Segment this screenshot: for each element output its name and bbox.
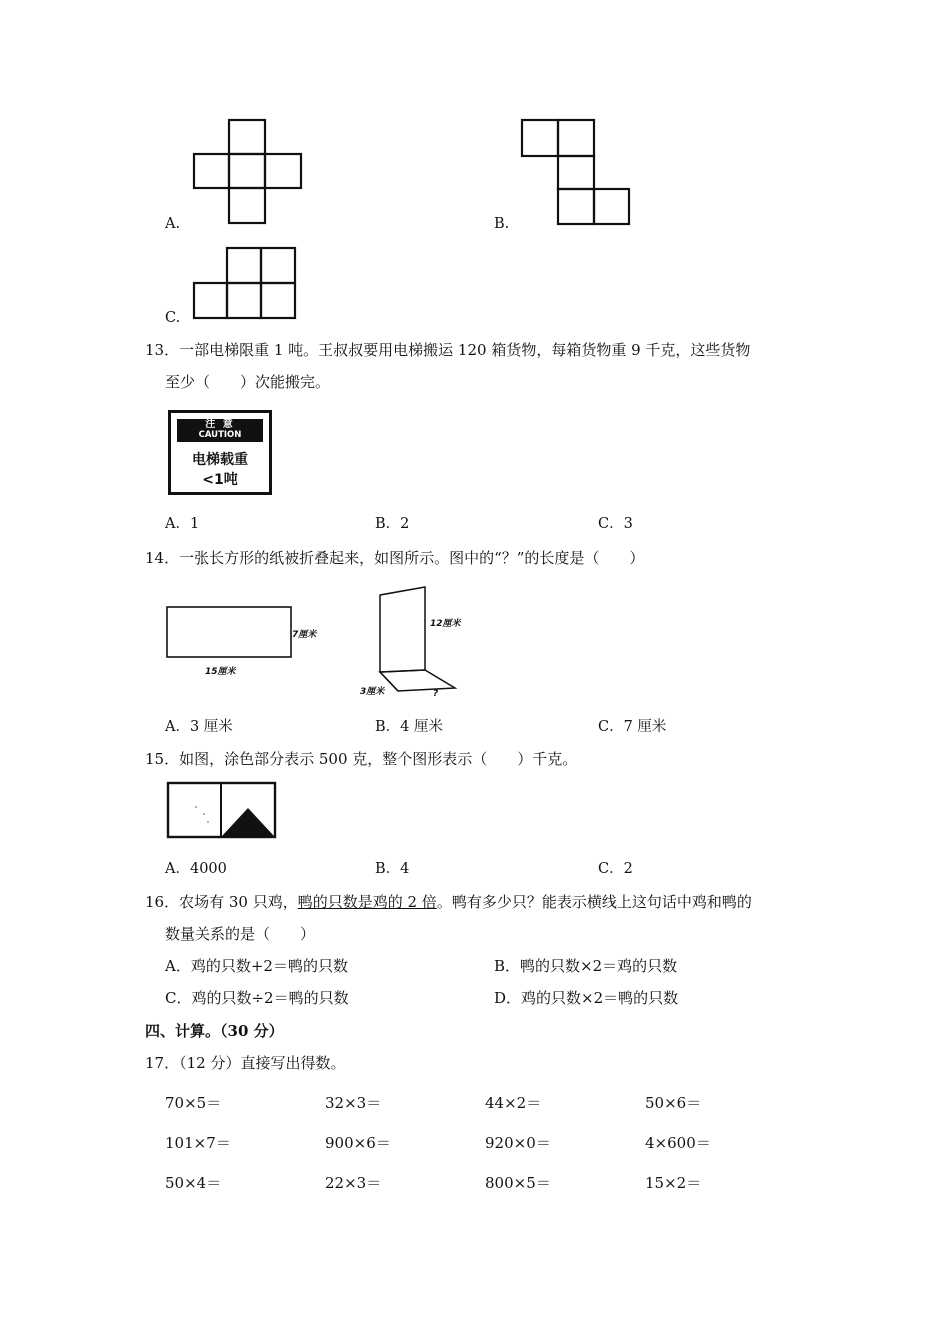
q15-option-c[interactable]: C．2: [598, 861, 633, 877]
calc-item: 22×3＝: [325, 1174, 382, 1192]
q16-stem-line1: [145, 892, 752, 912]
calc-item: 50×4＝: [165, 1174, 222, 1192]
q13-option-b[interactable]: B．2: [375, 516, 410, 532]
q12-option-a-label[interactable]: A.: [165, 216, 181, 232]
section-4-title: 四、计算。（30 分）: [145, 1022, 284, 1040]
paper-rectangle: [167, 607, 291, 657]
q14-height-label: 12厘米: [430, 619, 461, 629]
q12-net-a: [192, 118, 304, 226]
calc-item: 101×7＝: [165, 1134, 231, 1152]
q13-option-a[interactable]: A．1: [165, 516, 200, 532]
q12-net-c: [192, 246, 300, 322]
calc-item: 32×3＝: [325, 1094, 382, 1112]
q16-stem-pre: 16．农场有 30 只鸡，: [145, 893, 298, 911]
q14-unknown-label: ?: [433, 689, 439, 699]
q16-stem-underlined: 鸭的只数是鸡的 2 倍: [297, 893, 437, 911]
q14-option-c[interactable]: C．7 厘米: [598, 719, 667, 735]
q16-stem-line2: 数量关系的是（ ）: [165, 925, 316, 943]
q12-net-b: [520, 118, 632, 226]
q15-option-b[interactable]: B．4: [375, 861, 410, 877]
q15-stem: 15．如图，涂色部分表示 500 克，整个图形表示（ ）千克。: [145, 750, 578, 768]
calc-item: 4×600＝: [645, 1134, 711, 1152]
q14-rectangle-figure: [165, 600, 345, 680]
caution-text-line2: <1吨: [202, 472, 238, 488]
q15-shaded-figure: [166, 781, 278, 841]
q14-option-b[interactable]: B．4 厘米: [375, 719, 443, 735]
q14-width-label: 7厘米: [292, 630, 317, 640]
q16-stem-post: 。鸭有多少只？能表示横线上这句话中鸡和鸭的: [436, 893, 752, 911]
q12-option-b-label[interactable]: B.: [494, 216, 510, 232]
calc-item: 920×0＝: [485, 1134, 551, 1152]
caution-title-zh: 注 意: [205, 419, 235, 430]
shaded-triangle: [222, 808, 274, 836]
calc-item: 15×2＝: [645, 1174, 702, 1192]
calc-item: 900×6＝: [325, 1134, 391, 1152]
folded-upright-panel: [380, 587, 425, 672]
calc-item: 800×5＝: [485, 1174, 551, 1192]
calc-item: 50×6＝: [645, 1094, 702, 1112]
caution-title-en: CAUTION: [198, 430, 242, 440]
q14-stem: 14．一张长方形的纸被折叠起来，如图所示。图中的“？”的长度是（ ）: [145, 549, 645, 567]
q16-option-c[interactable]: C．鸡的只数÷2＝鸭的只数: [165, 989, 349, 1007]
caution-text-line1: 电梯载重: [192, 452, 248, 468]
q17-title: 17．（12 分）直接写出得数。: [145, 1054, 346, 1072]
q14-folded-figure: [370, 585, 490, 700]
q16-option-d[interactable]: D．鸡的只数×2＝鸭的只数: [494, 989, 679, 1007]
q13-stem-line1: 13．一部电梯限重 1 吨。王叔叔要用电梯搬运 120 箱货物，每箱货物重 9 千克，这些货物: [145, 341, 751, 359]
q15-option-a[interactable]: A．4000: [165, 861, 227, 877]
calc-item: 44×2＝: [485, 1094, 542, 1112]
q16-option-b[interactable]: B．鸭的只数×2＝鸡的只数: [494, 957, 678, 975]
calc-item: 70×5＝: [165, 1094, 222, 1112]
q16-option-a[interactable]: A．鸡的只数+2＝鸭的只数: [165, 957, 348, 975]
q14-option-a[interactable]: A．3 厘米: [165, 719, 233, 735]
q12-option-c-label[interactable]: C.: [165, 310, 181, 326]
q13-stem-line2: 至少（ ）次能搬完。: [165, 373, 331, 391]
folded-base-panel: [380, 670, 455, 691]
elevator-caution-sign: [168, 410, 272, 495]
q14-length-label: 15厘米: [205, 667, 236, 677]
q13-option-c[interactable]: C．3: [598, 516, 633, 532]
caution-header: [177, 419, 263, 442]
q14-fold-label: 3厘米: [360, 687, 385, 697]
